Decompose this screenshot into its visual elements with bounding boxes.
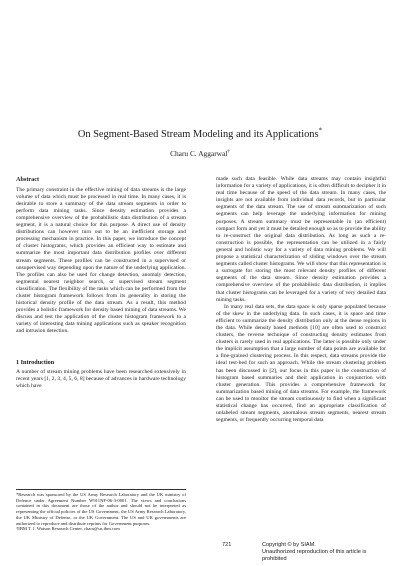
abstract-paragraph: The primary constraint in the effective mining of data streams is the large volume of data which must be processed in real time. In many cases, it is desirable to store a summary of the data stream segments in order to perform data mining tasks. Since density estimation provides a comprehensive overview of the probabilistic data distribution of a stream segment, it is a natural choice for this purpose. A direct use of density distributions can however turn out to be an inefficient storage and processing mechanism in practice. In this paper, we introduce the concept of cluster histograms, which provides an efficient way to estimate and summarize the most important data distribution profiles over different stream segments. These profiles can be constructed in a supervised or unsupervised way depending upon the nature of the underlying application. The profiles can also be used for change detection, anomaly detection, segmental nearest neighbor search, or supervised stream segment classification. The flexibility of the tasks which can be performed from the cluster histogram framework follows from its generality in storing the historical density profile of the data stream. As a result, this method provides a holistic framework for density based mining of data streams. We discuss and test the application of the cluster histogram framework to a variety of interesting data mining applications such as speaker recognition and intrusion detection. [16, 186, 186, 335]
author-footnote-mark: † [227, 148, 230, 155]
copyright-notice [262, 542, 392, 563]
footnote-funding: *Research was sponsored by the US Army Research Laboratory and the UK ministry of Defence under Agreement Number W911NF-06-3-0001. The views and conclusions contained in this document are those of the author and should not be interpreted as representing the official policies of the US Government, the US Army Research Laboratory, the UK Ministry of Defense, or the UK Government. The US and UK governments are authorized to reproduce and distribute reprints for Government purposes. [16, 492, 186, 526]
page-number: 721 [222, 542, 232, 548]
copyright-line: Copyright © by SIAM. [262, 542, 316, 548]
footnote-affiliation: †IBM T. J. Watson Research Center, charu@us.ibm.com [16, 526, 120, 532]
footnotes [16, 489, 186, 532]
paper-title-text: On Segment-Based Stream Modeling and its Applications [77, 129, 319, 140]
reproduction-notice: Unauthorized reproduction of this article is prohibited [262, 549, 367, 562]
introduction-paragraph: A number of stream mining problems have been researched extensively in recent years [1, 2, 3, 4, 5, 6, 8] because of advances in hardware technology which have [16, 368, 186, 389]
author-name: Charu C. Aggarwal [170, 149, 228, 158]
right-column [216, 176, 386, 424]
abstract-section [16, 176, 186, 336]
paper-title [0, 128, 400, 141]
body-paragraph: made such data feasible. While data streams may contain insightful information for a variety of applications, it is often difficult to decipher it in real time because of the speed of the data stream. In many cases, the insights are not available from individual data records, but in particular segments of the data stream. The use of stream summarization of such segments can help leverage the underlying information for mining purposes. A stream summary must be representable in (an efficient) compact form and yet it must be detailed enough so as to provide the ability to re-construct the original data distribution. As long as such a re-construction is possible, the representation can be utilized in a fairly general and holistic way for a variety of data mining problems. We will propose a statistical characterization of sliding windows over the stream segments called cluster histograms. We will show that this representation is a surrogate for storing the most relevant density profiles of different segments of the data stream. Since density estimation provides a comprehensive overview of the probabilistic data distribution, it implies that cluster histograms can be leveraged for a variety of very detailed data mining tasks. [216, 176, 386, 303]
paper-author [0, 149, 400, 158]
left-column [16, 176, 186, 390]
title-footnote-mark: * [318, 126, 323, 135]
abstract-heading: Abstract [16, 176, 40, 183]
body-paragraph: In many real data sets, the data space is only sparse populated because of the skew in the underlying data. In such cases, it is space and time efficient to summarize the density distribution only at the dense regions in the data. While density based methods [10] are often used to construct clusters, the reverse technique of constructing density estimates from clusters is rarely used in real applications. The latter is possible only under the implicit assumption that a large number of data points are available for a fine-grained clustering process. In this respect, data streams provide the ideal test-bed for such an approach. While the stream clustering problem has been discussed in [2], our focus in this paper is the construction of histogram based summaries and their application in conjunction with cluster generation. This provides a comprehensive framework for summarization based mining of data streams. For example, the framework can be used to monitor the stream continuously to find when a significant statistical change has occurred, find an appropriate classification of unlabeled stream segments, anomalous stream segments, nearest stream segments, or frequently occurring temporal data [216, 303, 386, 424]
introduction-heading: 1 Introduction [16, 358, 55, 366]
